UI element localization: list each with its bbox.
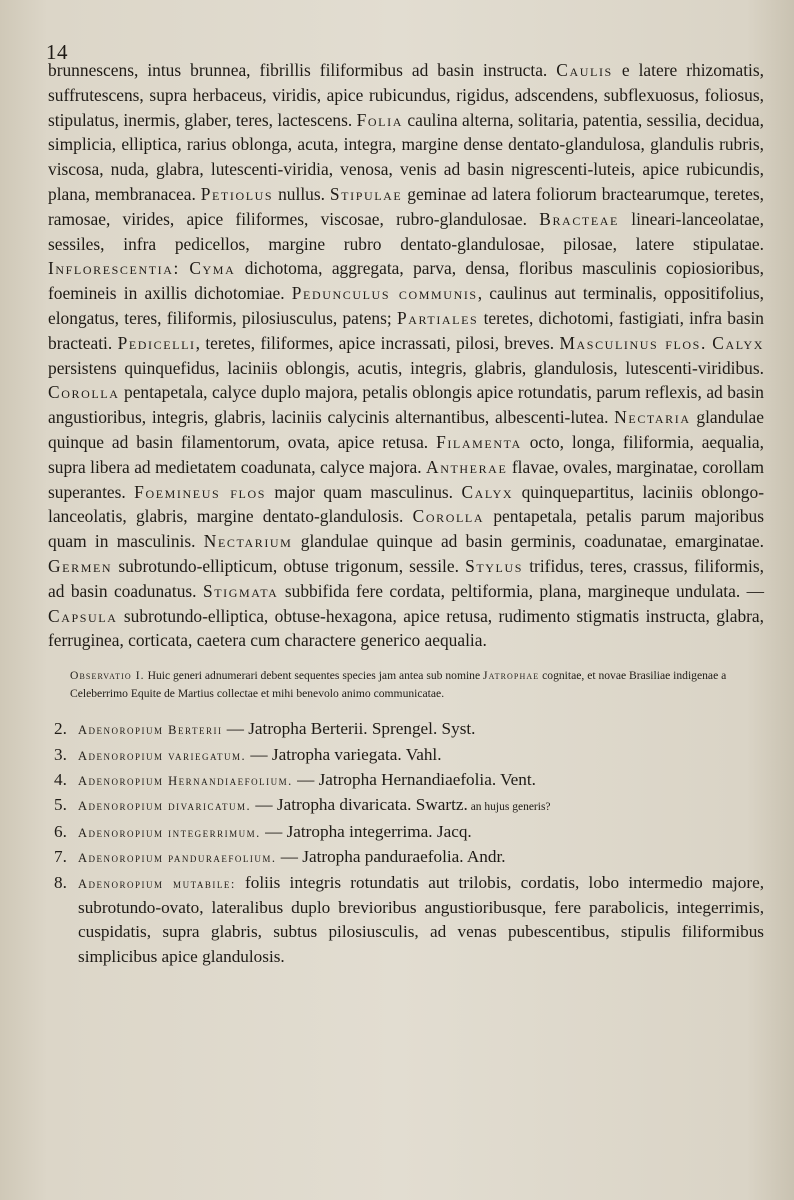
text-run: geminae ad latera foliorum bractearumque, teretes, ramosae, virides, apice filiformes, viscosae, rubro-glandulosae.	[48, 183, 764, 229]
species-synonym: — Jatropha panduraefolia. Andr.	[276, 847, 506, 867]
small-caps-term: Jatrophae	[483, 669, 540, 683]
text-run: Huic generi adnumerari debent sequentes species jam antea sub nomine	[144, 669, 484, 683]
small-caps-term: Pedunculus communis	[291, 283, 478, 304]
description-paragraph	[48, 58, 764, 653]
species-synonym: foliis integris rotundatis aut trilobis, cordatis, lobo intermedio majore, subrotundo-ovato, lateralibus duplo brevioribus angustioribusque, fere parabolicis, integerrimis, cuspidatis, supra glabris, subtus pilosiusculis, ad venas pubescentibus, stipulis filiformibus simplicibus apice glandulosis.	[78, 872, 764, 966]
species-synonym: — Jatropha Berterii. Sprengel. Syst.	[222, 719, 476, 739]
small-caps-term: Folia	[356, 109, 403, 130]
species-name: Adenoropium divaricatum.	[78, 799, 252, 814]
species-number: 4.	[54, 769, 67, 789]
text-run: subbifida fere cordata, peltiformia, plana, margineque undulata. —	[278, 580, 764, 601]
text-run: octo, longa, filiformia, aequalia, supra libera ad medietatem coadunata, calyce majora.	[48, 431, 764, 477]
small-caps-term: Nectaria	[614, 407, 691, 428]
species-remark: an hujus generis?	[467, 801, 551, 814]
text-run: , teretes, filiformes, apice incrassati, pilosi, breves.	[195, 332, 560, 353]
small-caps-term: Nectarium	[203, 531, 293, 552]
small-caps-term: Caulis	[556, 60, 613, 80]
small-caps-term: Partiales	[396, 307, 479, 328]
small-caps-term: Stylus	[465, 555, 524, 576]
small-caps-term: Pedicelli	[117, 332, 196, 353]
text-run: persistens quinquefidus, laciniis oblongis, acutis, integris, glabris, glandulosis, lutescenti-viridibus.	[48, 357, 764, 378]
text-run: e latere rhizomatis, suffrutescens, supra herbaceus, viridis, apice rubicundus, rigidus, adscendens, subflexuosus, foliosus, stipulatus, inermis, glaber, teres, lactescens.	[48, 60, 764, 130]
small-caps-term: Masculinus flos.	[559, 332, 707, 353]
text-run: subrotundo-ellipticum, obtuse trigonum, sessile.	[112, 555, 466, 576]
species-text	[78, 845, 764, 870]
species-number: 3.	[54, 744, 67, 764]
small-caps-term: Cyma	[189, 258, 236, 279]
species-entry	[54, 820, 764, 845]
small-caps-term: Petiolus	[200, 183, 274, 204]
small-caps-term: Observatio I.	[70, 669, 145, 683]
species-name: Adenoropium Hernandiaefolium.	[78, 773, 293, 788]
species-number: 6.	[54, 821, 67, 841]
small-caps-term: Corolla	[48, 382, 120, 403]
small-caps-term: Calyx	[461, 481, 514, 502]
small-caps-term: Corolla	[412, 506, 485, 527]
text-run: lineari-lanceolatae, sessiles, infra pedicellos, margine rubro dentato-glandulosae, pilosae, latere stipulatae.	[48, 208, 764, 254]
text-run: brunnescens, intus brunnea, fibrillis filiformibus ad basin instructa.	[48, 60, 557, 80]
species-number: 8.	[54, 872, 67, 892]
species-text	[78, 871, 764, 970]
text-run: teretes, dichotomi, fastigiati, infra basin bracteati.	[48, 307, 764, 353]
text-run: quinquepartitus, laciniis oblongo-lanceolatis, glabris, margine dentato-glandulosis.	[48, 481, 764, 527]
text-run: cognitae, et novae Brasiliae indigenae a Celeberrimo Equite de Martius collectae et mihi benevolo animo communicatae.	[70, 669, 727, 701]
small-caps-term: Calyx	[712, 332, 764, 353]
species-name: Adenoropium variegatum.	[78, 748, 247, 763]
text-run: caulina alterna, solitaria, patentia, sessilia, decidua, simplicia, elliptica, rarius oblonga, acuta, integra, margine dense dentato-glandulosa, glandulis rubris, viscosa, nuda, glabra, lutescenti-viridia, venosa, venis ad basin nigrescenti-luteis, apice rubicundis, plana, membranacea.	[48, 109, 764, 204]
species-entry	[54, 845, 764, 870]
small-caps-term: Stigmata	[202, 580, 279, 601]
species-entry	[54, 743, 764, 768]
species-synonym: — Jatropha variegata. Vahl.	[246, 744, 442, 764]
species-synonym: — Jatropha integerrima. Jacq.	[260, 821, 472, 841]
text-run	[180, 258, 189, 278]
text-run: nullus.	[273, 183, 330, 204]
species-name: Adenoropium Berterii	[78, 723, 223, 738]
species-number: 5.	[54, 795, 67, 815]
text-run: trifidus, teres, crassus, filiformis, ad basin coadunatus.	[48, 555, 765, 601]
species-entry	[54, 768, 764, 793]
text-run: glandulae quinque ad basin germinis, coadunatae, emarginatae.	[292, 531, 764, 552]
species-synonym: — Jatropha Hernandiaefolia. Vent.	[292, 769, 536, 789]
text-run: major quam masculinus.	[266, 481, 462, 502]
species-text	[78, 793, 764, 819]
text-run: pentapetala, calyce duplo majora, petalis oblongis apice rotundatis, parum reflexis, ad basin angustioribus, integris, glabris, laciniis calycinis alternantibus, albescenti-lutea.	[48, 382, 764, 428]
text-run: glandulae quinque ad basin filamentorum, ovata, apice retusa.	[48, 407, 764, 452]
species-entry	[54, 717, 764, 742]
small-caps-term: Inflorescentia:	[48, 258, 180, 279]
species-text	[78, 717, 764, 742]
small-caps-term: Germen	[48, 555, 113, 576]
text-run: dichotoma, aggregata, parva, densa, floribus masculinis copiosioribus, foemineis in axillis dichotomiae.	[48, 258, 764, 304]
text-run: pentapetala, petalis parum majoribus quam in masculinis.	[48, 506, 765, 552]
small-caps-term: Antherae	[426, 456, 508, 477]
species-name: Adenoropium panduraefolium.	[78, 851, 277, 866]
small-caps-term: Filamenta	[436, 431, 522, 452]
species-text	[78, 820, 764, 845]
text-run: flavae, ovales, marginatae, corollam superantes.	[48, 456, 764, 502]
species-text	[78, 768, 764, 793]
page-number: 14	[46, 40, 68, 64]
small-caps-term: Bracteae	[539, 208, 619, 229]
species-list	[54, 717, 764, 969]
small-caps-term: Stipulae	[329, 183, 403, 204]
species-text	[78, 743, 764, 768]
observation-note	[70, 667, 764, 703]
species-name: Adenoropium integerrimum.	[78, 825, 261, 840]
text-run: , caulinus aut terminalis, oppositifolius, elongatus, teres, filiformis, pilosiusculus, patens;	[48, 283, 764, 328]
species-synonym: — Jatropha divaricata. Swartz.	[251, 795, 468, 815]
species-number: 2.	[54, 719, 67, 739]
small-caps-term: Capsula	[48, 605, 118, 626]
species-entry	[54, 793, 764, 819]
species-entry	[54, 871, 764, 970]
text-run: subrotundo-elliptica, obtuse-hexagona, apice retusa, rudimento stigmatis instructa, glabra, ferruginea, corticata, caetera cum charactere generico aequalia.	[48, 605, 764, 651]
small-caps-term: Foemineus flos	[134, 481, 266, 502]
species-number: 7.	[54, 847, 67, 867]
species-name: Adenoropium mutabile:	[78, 876, 236, 891]
